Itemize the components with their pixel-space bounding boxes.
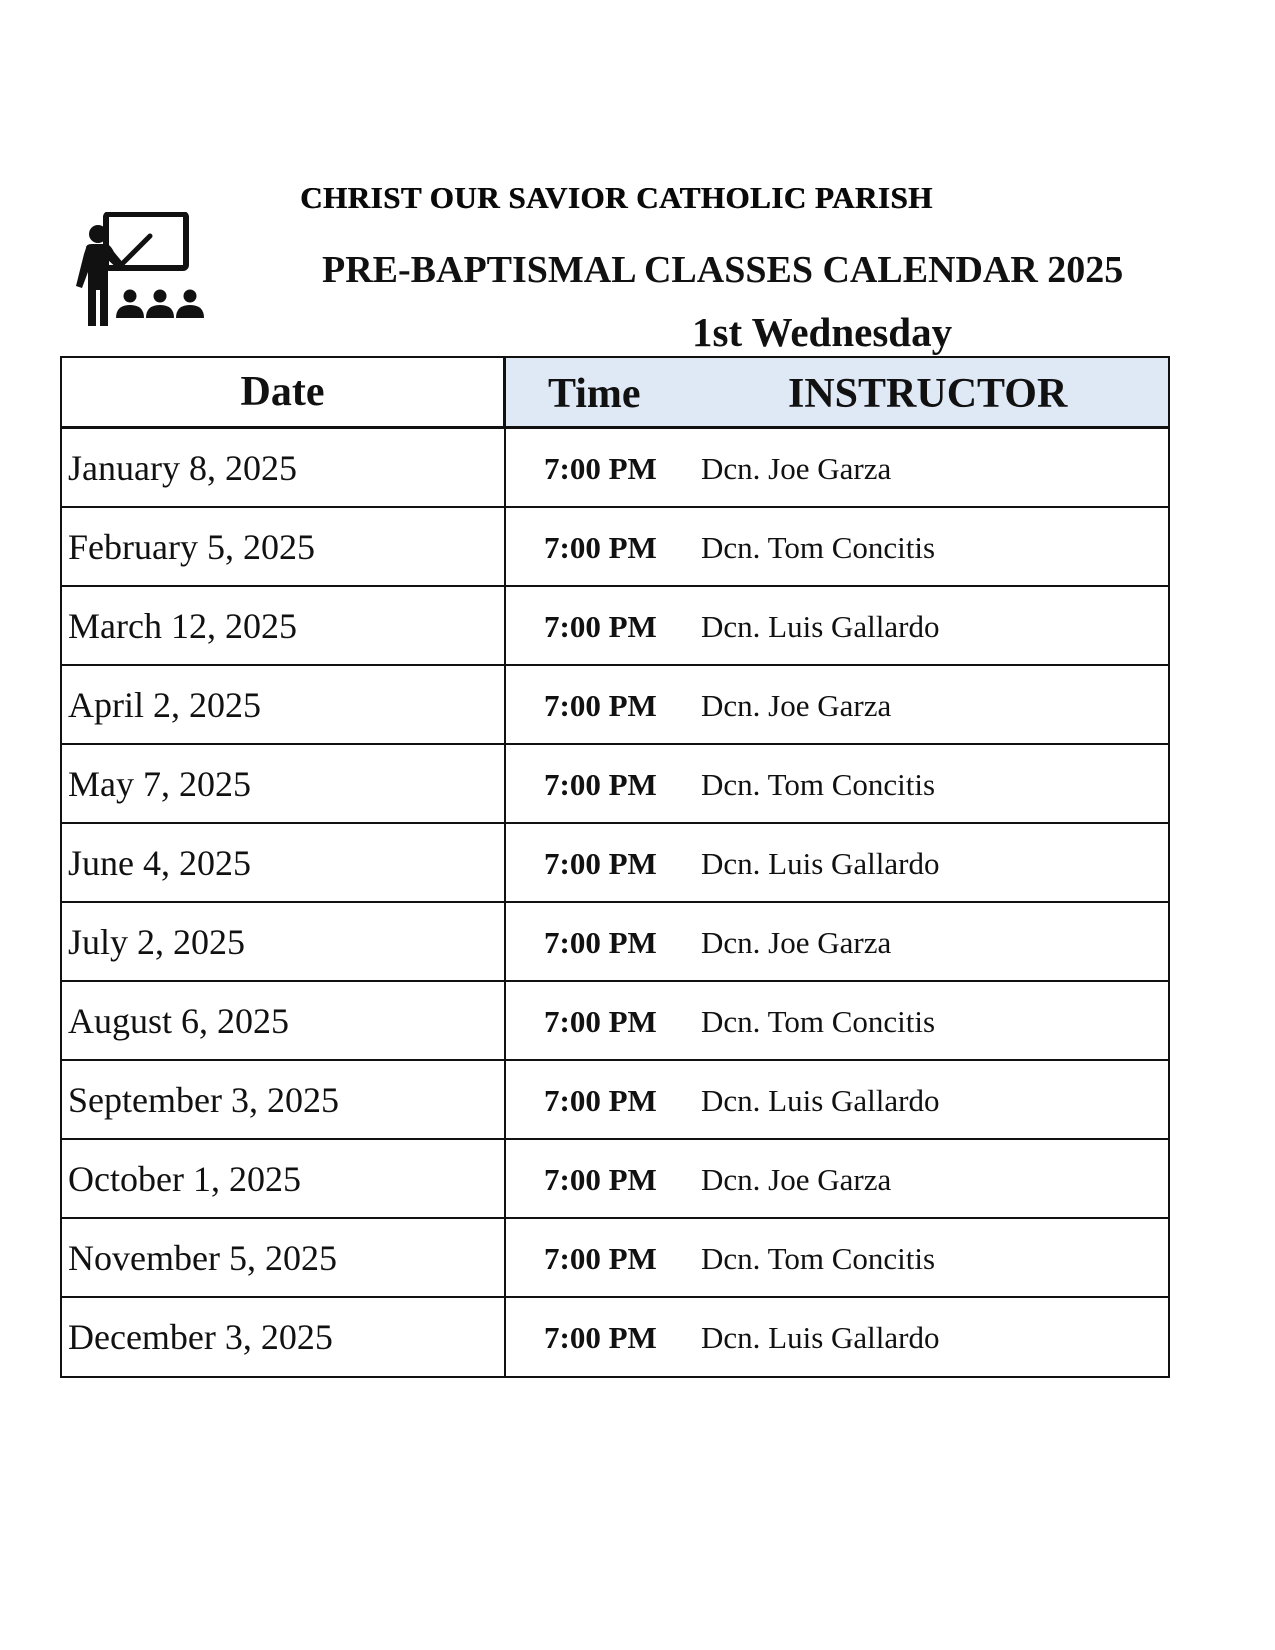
class-date: February 5, 2025 [62,508,506,585]
teacher-presentation-icon [74,212,206,330]
class-time: 7:00 PM [544,530,657,565]
time-instructor-cell [506,824,1168,901]
table-row [62,745,1168,824]
class-schedule-table [60,356,1170,1378]
class-time: 7:00 PM [544,925,657,960]
class-date: April 2, 2025 [62,666,506,743]
class-time: 7:00 PM [544,1004,657,1039]
class-instructor: Dcn. Joe Garza [701,925,892,960]
table-row [62,1219,1168,1298]
column-header-date: Date [62,358,506,426]
column-header-time: Time [548,371,641,417]
page-title: PRE-BAPTISMAL CLASSES CALENDAR 2025 [322,249,1124,291]
time-instructor-cell [506,1298,1168,1376]
table-row [62,1140,1168,1219]
class-date: December 3, 2025 [62,1298,506,1376]
time-instructor-cell [506,429,1168,506]
class-time: 7:00 PM [544,846,657,881]
time-instructor-cell [506,1061,1168,1138]
class-date: July 2, 2025 [62,903,506,980]
class-date: March 12, 2025 [62,587,506,664]
class-time: 7:00 PM [544,1241,657,1276]
time-instructor-cell [506,666,1168,743]
time-instructor-cell [506,982,1168,1059]
table-row [62,1298,1168,1376]
table-row [62,982,1168,1061]
class-date: June 4, 2025 [62,824,506,901]
class-date: October 1, 2025 [62,1140,506,1217]
class-time: 7:00 PM [544,451,657,486]
class-instructor: Dcn. Joe Garza [701,451,892,486]
time-instructor-cell [506,745,1168,822]
class-time: 7:00 PM [544,767,657,802]
class-time: 7:00 PM [544,1162,657,1197]
class-instructor: Dcn. Tom Concitis [701,1004,936,1039]
class-time: 7:00 PM [544,609,657,644]
class-date: August 6, 2025 [62,982,506,1059]
class-instructor: Dcn. Luis Gallardo [701,609,940,644]
time-instructor-cell [506,1219,1168,1296]
table-row [62,1061,1168,1140]
class-instructor: Dcn. Luis Gallardo [701,1320,940,1355]
class-instructor: Dcn. Tom Concitis [701,767,936,802]
class-date: November 5, 2025 [62,1219,506,1296]
time-instructor-cell [506,587,1168,664]
page-subtitle: 1st Wednesday [692,309,953,355]
class-instructor: Dcn. Tom Concitis [701,530,936,565]
table-row [62,666,1168,745]
class-date: January 8, 2025 [62,429,506,506]
class-instructor: Dcn. Tom Concitis [701,1241,936,1276]
time-instructor-cell [506,508,1168,585]
class-instructor: Dcn. Joe Garza [701,688,892,723]
class-instructor: Dcn. Joe Garza [701,1162,892,1197]
table-row [62,824,1168,903]
class-date: May 7, 2025 [62,745,506,822]
parish-name: CHRIST OUR SAVIOR CATHOLIC PARISH [300,180,933,215]
class-instructor: Dcn. Luis Gallardo [701,1083,940,1118]
table-header-row [62,358,1168,429]
table-row [62,508,1168,587]
class-date: September 3, 2025 [62,1061,506,1138]
class-time: 7:00 PM [544,688,657,723]
class-time: 7:00 PM [544,1083,657,1118]
column-header-time-instructor [506,358,1168,426]
table-row [62,587,1168,666]
table-body [62,429,1168,1376]
time-instructor-cell [506,903,1168,980]
table-row [62,903,1168,982]
class-instructor: Dcn. Luis Gallardo [701,846,940,881]
time-instructor-cell [506,1140,1168,1217]
table-row [62,429,1168,508]
column-header-instructor: INSTRUCTOR [788,371,1068,417]
class-time: 7:00 PM [544,1320,657,1355]
